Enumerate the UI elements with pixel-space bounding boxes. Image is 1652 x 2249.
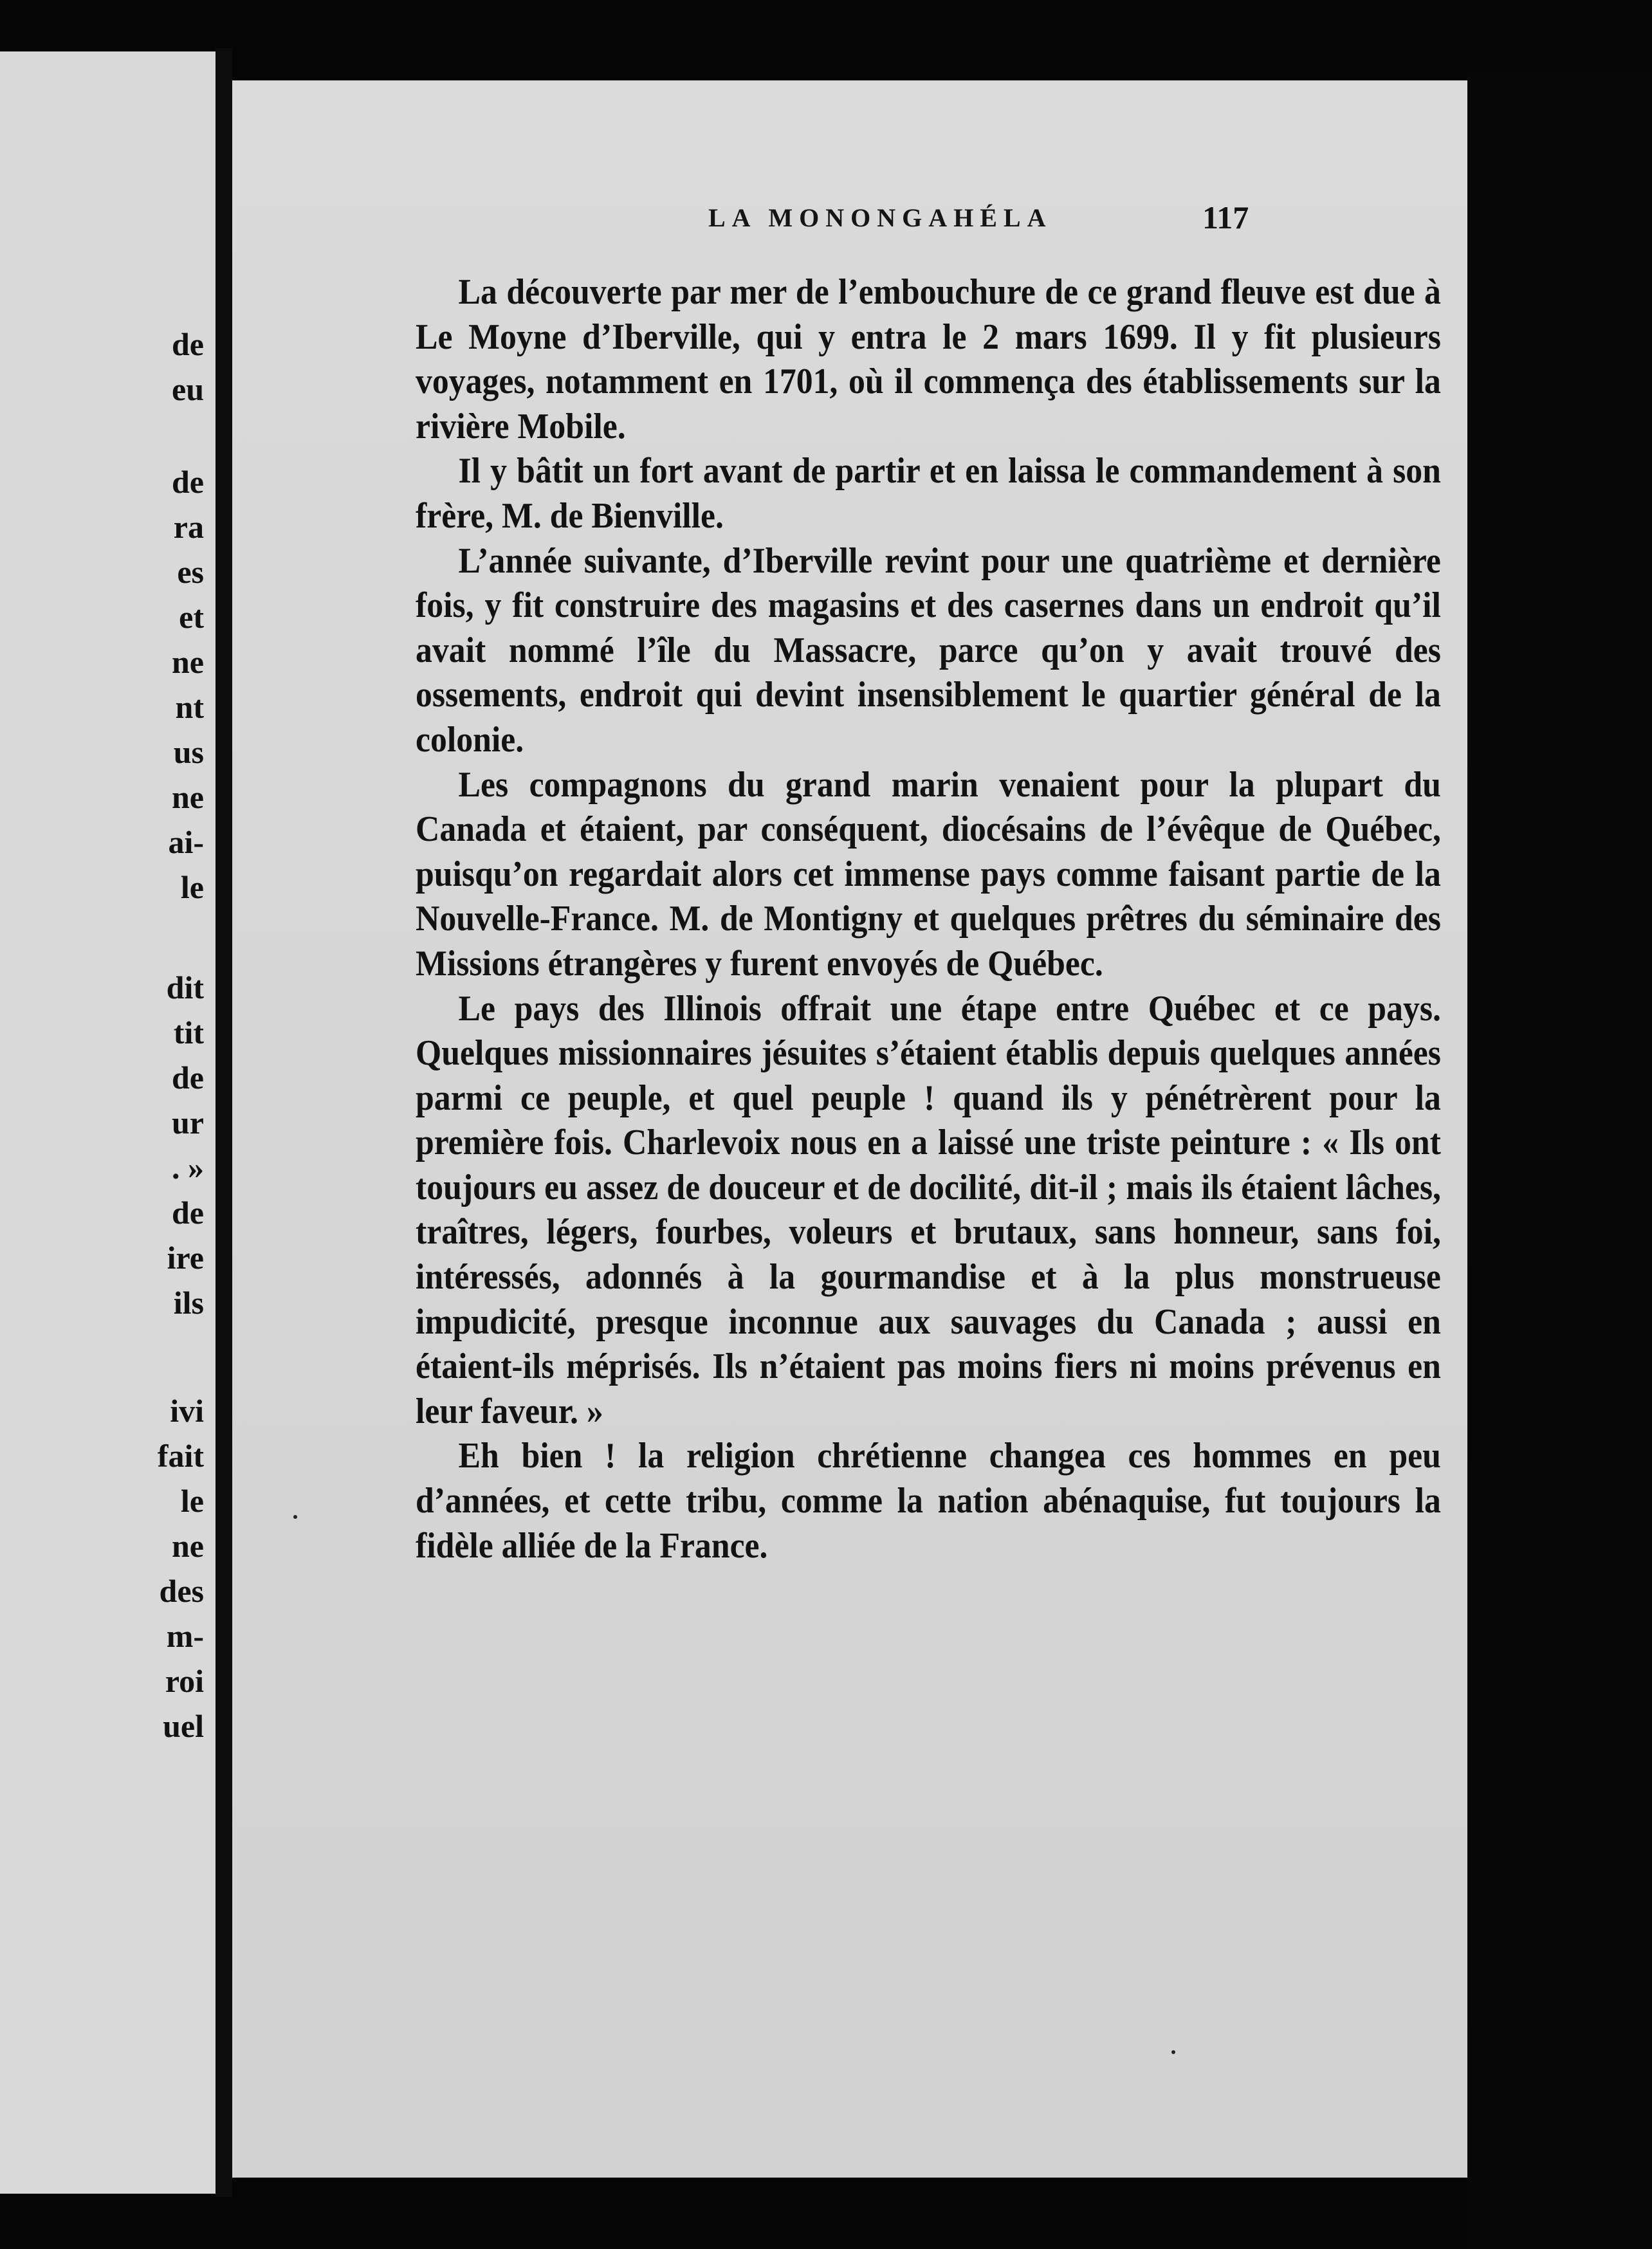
left-facing-page (0, 51, 216, 2194)
paragraph-2: Il y bâtit un fort avant de partir et en laissa le commandement à son frère, M. de Bienville. (416, 451, 1441, 536)
left-page-fragment-b: de ra es et ne nt us ne ai- le (168, 464, 204, 905)
book-gutter (216, 48, 232, 2197)
paragraph-3: L’année suivante, d’Iberville revint pour une quatrième et dernière fois, y fit construire des magasins et des casernes dans un endroit qu’il avait nommé l’île du Massacre, parce qu’on y avait trouvé des ossements, endroit qui devint insensiblement le quartier général de la colonie. (416, 540, 1441, 760)
scan-border-right (1467, 71, 1652, 2249)
body-text (416, 270, 1441, 1568)
paragraph-1: La découverte par mer de l’embouchure de ce grand fleuve est due à Le Moyne d’Iberville, qui y entra le 2 mars 1699. Il y fit plusieurs voyages, notamment en 1701, où il commença des établissements sur la rivière Mobile. (416, 272, 1441, 446)
speck-mark (293, 1515, 297, 1519)
left-page-fragment-a: de eu (172, 326, 204, 407)
speck-mark (1171, 2050, 1175, 2054)
left-page-fragment-d: ivi fait le ne des m- roi uel (157, 1393, 204, 1744)
left-page-fragment-c: dit tit de ur . » de ire ils (166, 969, 204, 1321)
page-number: 117 (1202, 199, 1249, 235)
paragraph-4: Les compagnons du grand marin venaient pour la plupart du Canada et étaient, par conséquent, diocésains de l’évêque de Québec, puisqu’on regardait alors cet immense pays comme faisant partie de la Nouvelle-France. M. de Montigny et quelques prêtres du séminaire des Missions étrangères y furent envoyés de Québec. (416, 764, 1441, 984)
paragraph-5: Le pays des Illinois offrait une étape entre Québec et ce pays. Quelques missionnaires jésuites s’étaient établis depuis quelques années parmi ce peuple, et quel peuple ! quand ils y pénétrèrent pour la première fois. Charlevoix nous en a laissé une triste peinture : « Ils ont toujours eu assez de douceur et de docilité, dit-il ; mais ils étaient lâches, traîtres, légers, fourbes, voleurs et brutaux, sans honneur, sans foi, intéressés, adonnés à la gourmandise et à la plus monstrueuse impudicité, presque inconnue aux sauvages du Canada ; aussi en étaient-ils méprisés. Ils n’étaient pas moins fiers ni moins prévenus en leur faveur. » (416, 988, 1441, 1431)
right-page (232, 80, 1467, 2178)
paragraph-6: Eh bien ! la religion chrétienne changea ces hommes en peu d’années, et cette tribu, comme la nation abénaquise, fut toujours la fidèle alliée de la France. (416, 1436, 1441, 1566)
running-title: LA MONONGAHÉLA (708, 203, 1052, 232)
running-head (232, 199, 1467, 248)
